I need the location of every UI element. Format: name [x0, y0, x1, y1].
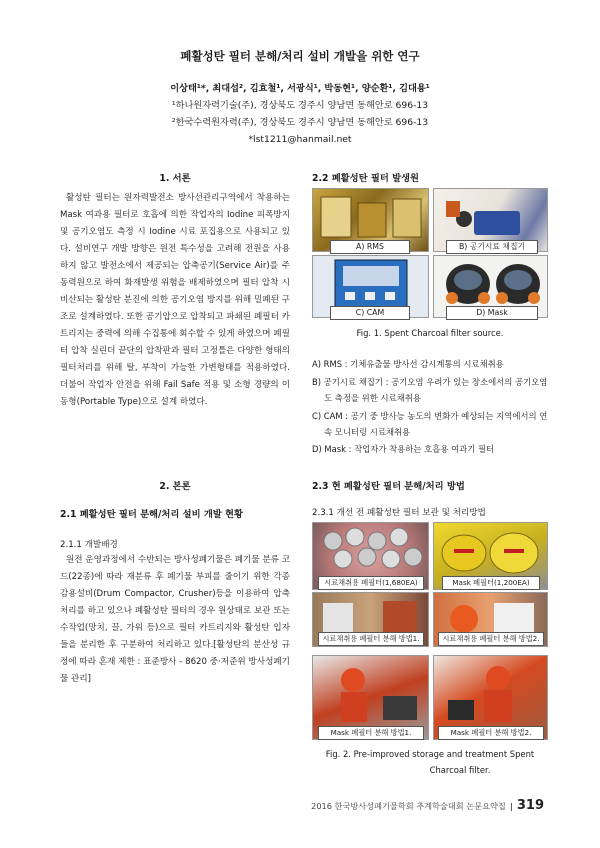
fig2-caption-line-2: Charcoal filter. — [429, 765, 491, 775]
fig2-label-5: Mask 폐필터 분해 방법1. — [318, 726, 424, 740]
fig1-label-a: A) RMS — [330, 240, 410, 254]
fig2-caption — [312, 746, 548, 778]
paper-title: 폐활성탄 필터 분해/처리 설비 개발을 위한 연구 — [180, 49, 420, 63]
background-text: 원전 운영과정에서 수반되는 방사성폐기물은 폐기물 분류 코드(22종)에 따라 재분류 후 폐기물 부피를 줄이기 위한 각종 감용설비(Drum Compactor, Crusher)등을 이용하여 압축처리를 하고 있으나 폐활성탄 필터의 경우 원상태로 보관 또는 수작업(망치, 끌, 가위 등)으로 필터 카트리지와 활성탄 입자들을 분리한 후 구분하여 처리하고 있다.[활성탄의 분산성 규정에 따라 혼재 제한 : 표준방사 - 8620 중·저준위 방사성폐기물 관리] — [60, 555, 290, 684]
author-names: 이상태¹*, 최대섭², 김효철¹, 서광식¹, 박동현¹, 양순환¹, 김대용¹ — [170, 83, 430, 94]
affiliation-1: ¹하나원자력기술(주), 경상북도 경주시 양남면 동해안로 696-13 — [171, 100, 429, 111]
fig2-label-4: 시료채취용 폐필터 분해 방법2. — [438, 632, 544, 646]
source-list-item-c: C) CAM : 공기 중 방사능 농도의 변화가 예상되는 지역에서의 연속 모니터링 시료채취용 — [312, 411, 548, 437]
section-intro-heading: 1. 서론 — [159, 173, 191, 184]
page-number: 319 — [516, 798, 544, 813]
fig2-label-1: 시료채취용 폐필터(1,680EA) — [318, 576, 424, 590]
fig2-label-2: Mask 폐필터(1,200EA) — [442, 576, 540, 590]
section-2-1-heading: 2.1 폐활성탄 필터 분해/처리 설비 개발 현황 — [60, 509, 243, 520]
intro-text: 활성탄 필터는 원자력발전소 방사선관리구역에서 착용하는 Mask 여과용 필터로 호흡에 의한 작업자의 Iodine 피폭방지 및 공기오염도 측정 시 Iodine 시료 포집용으로 사용되고 있다. 설비연구 개발 방향은 원전 특수성을 고려해 전원을 사용하지 않고 발전소에서 제공되는 압축공기(Service Air)를 주동력원으로 하여 화재발생 위험을 배제하였으며 필터 압착 시 비산되는 활성탄 분진에 의한 공기오염 방지를 위해 밀폐된 구조로 설계하였다. 또한 공기압으로 압착되고 파쇄된 폐필터 카트리지는 중력에 의해 수집통에 회수할 수 있게 하였으며 폐필터 압착 실린더 끝단의 압착판과 필터 고정틀은 다양한 형태의 필터처리를 위해 탈, 부착이 가능한 가변형태를 적용하였다. 더불어 작업자 안전을 위해 Fail Safe 적용 및 소형 경량의 이동형(Portable Type)으로 설계 하였다. — [60, 193, 290, 407]
section-2-3-1-heading: 2.3.1 개선 전 폐활성탄 필터 보관 및 처리방법 — [312, 508, 486, 518]
background-paragraph — [60, 552, 290, 688]
footer-proceedings: 2016 한국방사성폐기물학회 추계학술대회 논문요약집 — [311, 801, 506, 811]
fig2-label-6: Mask 폐필터 분해 방법2. — [438, 726, 544, 740]
fig2-caption-line-1: Fig. 2. Pre-improved storage and treatment Spent — [325, 749, 535, 759]
source-list-item-a: A) RMS : 기체유출물 방사선 감시계통의 시료채취용 — [312, 359, 504, 369]
fig1-label-b: B) 공기시료 채집기 — [446, 240, 538, 254]
page-footer — [311, 798, 544, 813]
fig1-label-c: C) CAM — [330, 306, 410, 320]
affiliation-2: ²한국수력원자력(주), 경상북도 경주시 양남면 동해안로 696-13 — [171, 117, 429, 128]
section-2-2-heading: 2.2 폐활성탄 필터 발생원 — [312, 173, 420, 184]
source-list-item-b: B) 공기시료 채집기 : 공기오염 우려가 있는 장소에서의 공기오염도 측정을 위한 시료채취용 — [312, 377, 548, 403]
author-block — [0, 80, 600, 148]
author-email: *lst1211@hanmail.net — [248, 134, 352, 145]
fig1-caption: Fig. 1. Spent Charcoal filter source. — [356, 328, 504, 338]
section-body-heading: 2. 본론 — [159, 481, 191, 492]
fig2-label-3: 시료채취용 폐필터 분해 방법1. — [318, 632, 424, 646]
source-list-item-d: D) Mask : 작업자가 착용하는 호흡용 여과기 필터 — [312, 444, 495, 454]
footer-separator: | — [509, 801, 513, 811]
section-2-3-heading: 2.3 현 폐활성탄 필터 분해/처리 방법 — [312, 481, 465, 492]
intro-paragraph — [60, 190, 290, 411]
section-2-1-1-heading: 2.1.1 개발배경 — [60, 540, 118, 550]
fig1-label-d: D) Mask — [446, 306, 538, 320]
